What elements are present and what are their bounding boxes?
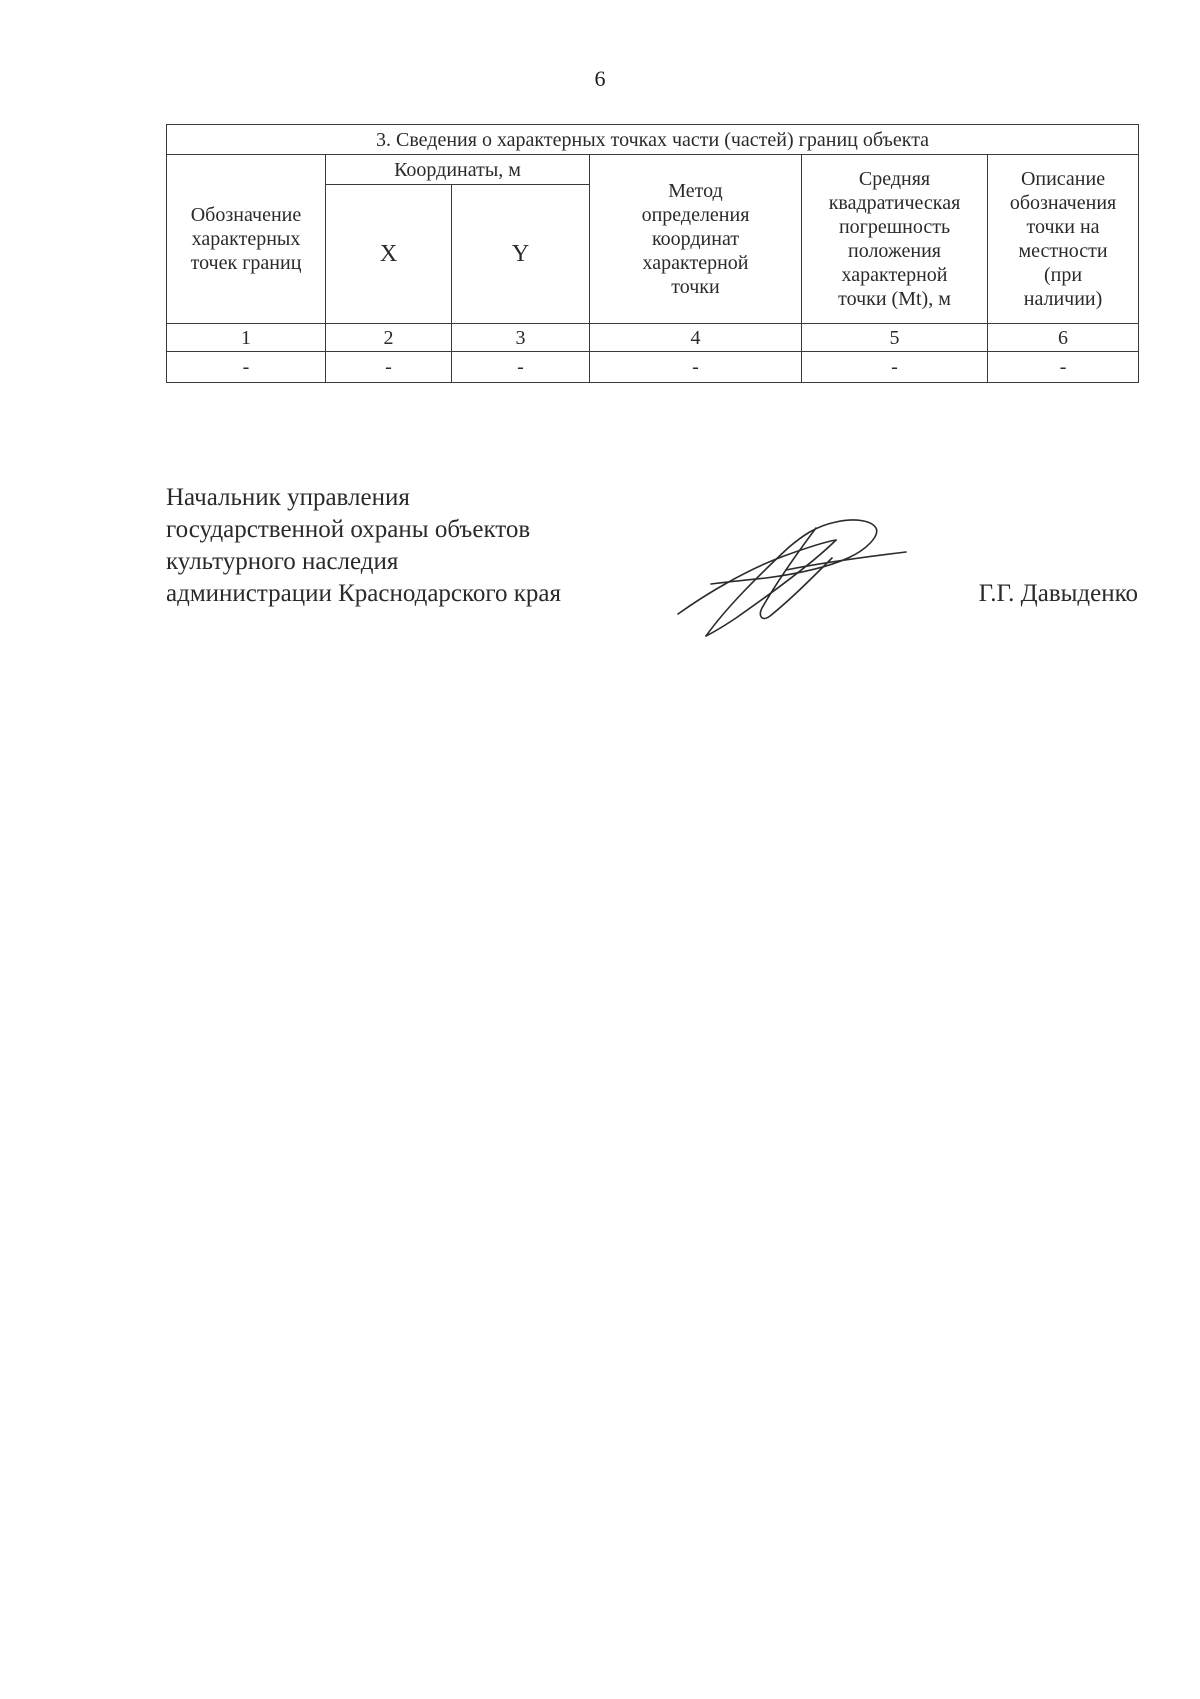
header-description: Описание обозначения точки на местности (при наличии)	[988, 155, 1139, 324]
signer-position-line: государственной охраны объектов	[166, 516, 531, 543]
table-row	[167, 352, 1139, 383]
column-number: 3	[452, 324, 590, 352]
table-title: 3. Сведения о характерных точках части (частей) границ объекта	[167, 125, 1139, 155]
table-cell: -	[452, 352, 590, 383]
table-cell: -	[590, 352, 802, 383]
table-cell: -	[167, 352, 326, 383]
table-cell: -	[988, 352, 1139, 383]
handwritten-signature	[666, 512, 916, 637]
characteristic-points-table-container	[166, 124, 1138, 383]
header-method: Метод определения координат характерной точки	[590, 155, 802, 324]
table-cell: -	[802, 352, 988, 383]
table-cell: -	[326, 352, 452, 383]
column-number: 5	[802, 324, 988, 352]
column-number: 4	[590, 324, 802, 352]
column-number: 2	[326, 324, 452, 352]
column-number: 6	[988, 324, 1139, 352]
table-title-row	[167, 125, 1139, 155]
header-designation: Обозначение характерных точек границ	[167, 155, 326, 324]
header-coordinates: Координаты, м	[326, 155, 590, 185]
signature-block	[166, 482, 1138, 642]
column-number: 1	[167, 324, 326, 352]
page-number: 6	[594, 66, 606, 91]
header-y: Y	[452, 185, 590, 324]
signer-name: Г.Г. Давыденко	[978, 580, 1138, 607]
column-numbers-row	[167, 324, 1139, 352]
signer-position	[166, 482, 561, 610]
signer-position-line: администрации Краснодарского края	[166, 580, 562, 607]
signer-position-line: культурного наследия	[166, 548, 399, 575]
table-header-row-1	[167, 155, 1139, 185]
characteristic-points-table	[166, 124, 1139, 383]
header-x: X	[326, 185, 452, 324]
header-error: Средняя квадратическая погрешность положения характерной точки (Mt), м	[802, 155, 988, 324]
signer-position-line: Начальник управления	[166, 484, 410, 511]
